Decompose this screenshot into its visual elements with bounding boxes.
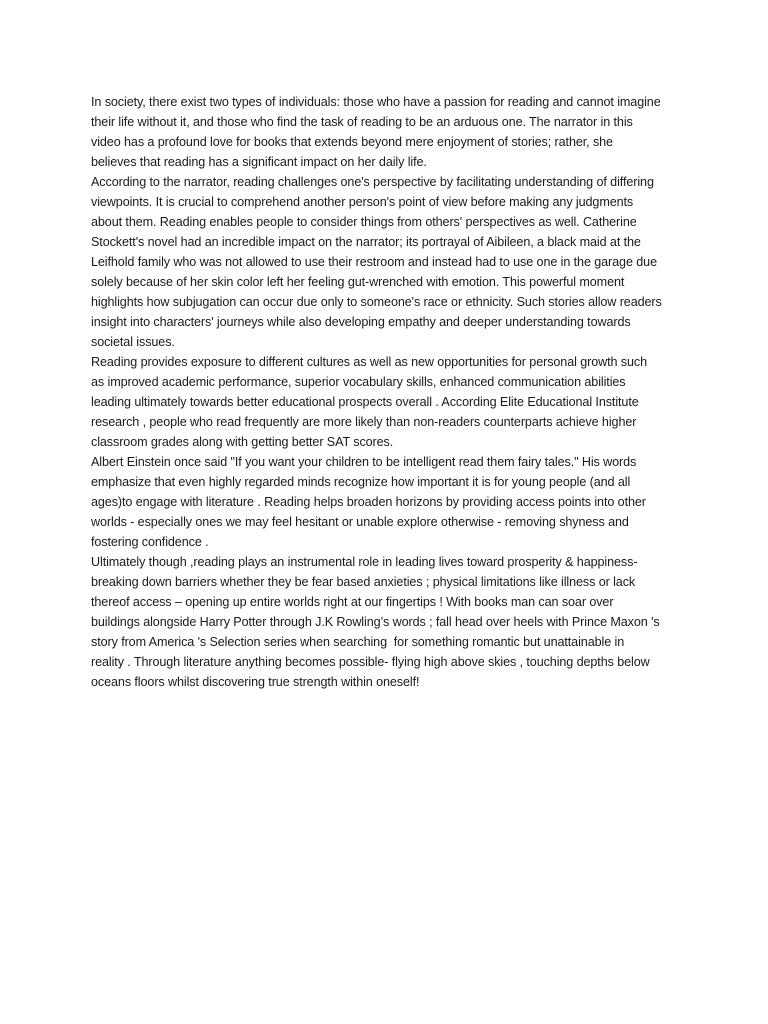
text-line: Stockett's novel had an incredible impact on the narrator; its portrayal of Aibileen, a black maid at the [91, 235, 641, 249]
paragraph-3 [91, 352, 687, 452]
text-line: Leifhold family who was not allowed to use their restroom and instead had to use one in the garage due [91, 255, 657, 269]
text-line: emphasize that even highly regarded minds recognize how important it is for young people (and all [91, 475, 631, 489]
text-line: breaking down barriers whether they be fear based anxieties ; physical limitations like illness or lack [91, 575, 636, 589]
text-line: According to the narrator, reading challenges one's perspective by facilitating understanding of differing [91, 175, 654, 189]
text-line: highlights how subjugation can occur due only to someone's race or ethnicity. Such stories allow readers [91, 295, 662, 309]
text-line: leading ultimately towards better educational prospects overall . According Elite Educational Institute [91, 395, 639, 409]
paragraph-5 [91, 552, 687, 692]
text-line: ages)to engage with literature . Reading helps broaden horizons by providing access points into other [91, 495, 646, 509]
text-line: Albert Einstein once said "If you want your children to be intelligent read them fairy tales." His words [91, 455, 637, 469]
paragraph-2 [91, 172, 687, 352]
text-line: fostering confidence . [91, 535, 209, 549]
text-line: In society, there exist two types of individuals: those who have a passion for reading and cannot imagine [91, 95, 661, 109]
text-line: viewpoints. It is crucial to comprehend another person's point of view before making any judgments [91, 195, 634, 209]
document-body [91, 92, 687, 692]
text-line: societal issues. [91, 335, 175, 349]
text-line: thereof access – opening up entire worlds right at our fingertips ! With books man can soar over [91, 595, 614, 609]
text-line: worlds - especially ones we may feel hesitant or unable explore otherwise - removing shyness and [91, 515, 629, 529]
text-line: about them. Reading enables people to consider things from others' perspectives as well. Catherine [91, 215, 637, 229]
text-line: insight into characters' journeys while also developing empathy and deeper understanding towards [91, 315, 631, 329]
text-line: oceans floors whilst discovering true strength within oneself! [91, 675, 420, 689]
text-line: research , people who read frequently are more likely than non-readers counterparts achieve higher [91, 415, 637, 429]
text-line: Ultimately though ,reading plays an instrumental role in leading lives toward prosperity & happiness- [91, 555, 638, 569]
paragraph-1 [91, 92, 687, 172]
text-line: their life without it, and those who find the task of reading to be an arduous one. The narrator in this [91, 115, 633, 129]
text-line: video has a profound love for books that extends beyond mere enjoyment of stories; rather, she [91, 135, 613, 149]
text-line: solely because of her skin color left her feeling gut-wrenched with emotion. This powerful moment [91, 275, 625, 289]
text-line: Reading provides exposure to different cultures as well as new opportunities for personal growth such [91, 355, 648, 369]
text-line: as improved academic performance, superior vocabulary skills, enhanced communication abilities [91, 375, 626, 389]
text-line: believes that reading has a significant impact on her daily life. [91, 155, 427, 169]
text-line: classroom grades along with getting better SAT scores. [91, 435, 394, 449]
text-line: reality . Through literature anything becomes possible- flying high above skies , touching depths below [91, 655, 650, 669]
text-line: story from America 's Selection series when searching for something romantic but unattainable in [91, 635, 625, 649]
text-line: buildings alongside Harry Potter through J.K Rowling’s words ; fall head over heels with Prince Maxon 's [91, 615, 660, 629]
paragraph-4 [91, 452, 687, 552]
